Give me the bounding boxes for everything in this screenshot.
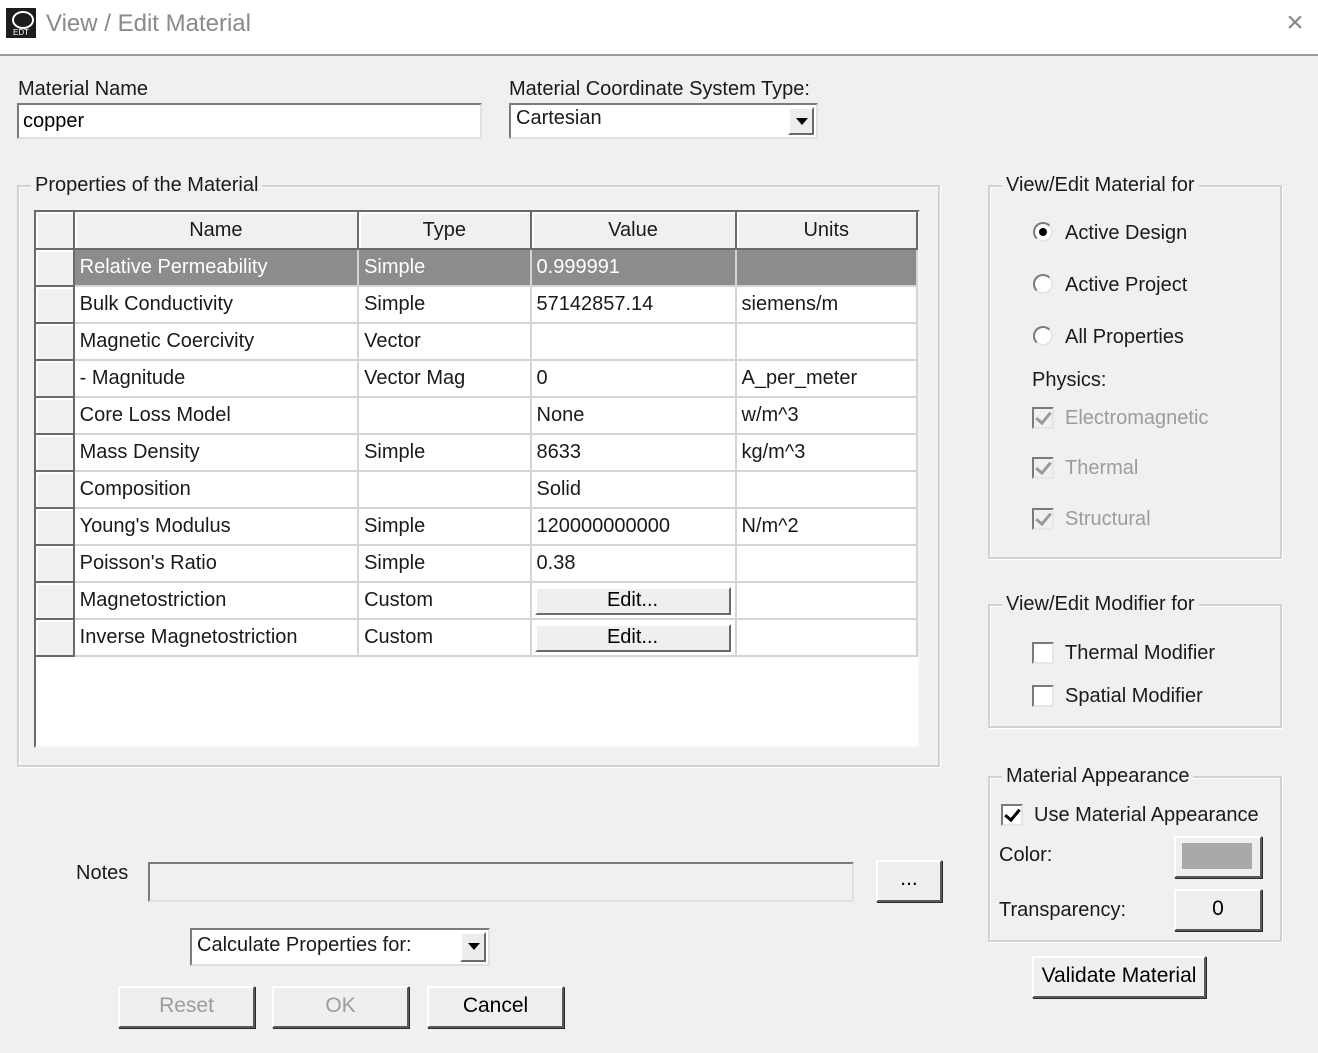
column-header-name[interactable]: Name — [74, 212, 358, 249]
table-row[interactable] — [36, 619, 917, 656]
electromagnetic-checkbox — [1032, 407, 1054, 429]
coordinate-system-value: Cartesian — [516, 107, 602, 129]
structural-label: Structural — [1065, 508, 1151, 530]
cell-type[interactable]: Simple — [358, 286, 530, 323]
cell-type[interactable] — [358, 471, 530, 508]
close-icon[interactable]: × — [1286, 6, 1304, 39]
app-edit-icon: EDT — [6, 8, 36, 38]
table-row[interactable] — [36, 286, 917, 323]
notes-label: Notes — [76, 862, 129, 884]
validate-material-button[interactable]: Validate Material — [1032, 956, 1206, 998]
reset-button[interactable]: Reset — [118, 986, 255, 1028]
cell-value[interactable]: 120000000000 — [531, 508, 736, 545]
view-edit-material-for-title: View/Edit Material for — [1002, 174, 1199, 197]
row-header[interactable] — [36, 397, 74, 434]
cell-units[interactable]: N/m^2 — [736, 508, 918, 545]
cell-type[interactable]: Simple — [358, 508, 530, 545]
table-row[interactable] — [36, 249, 917, 286]
cell-units[interactable]: w/m^3 — [736, 397, 918, 434]
table-row[interactable] — [36, 471, 917, 508]
transparency-button[interactable]: 0 — [1174, 889, 1262, 931]
cell-name[interactable]: - Magnitude — [74, 360, 358, 397]
cell-name[interactable]: Young's Modulus — [74, 508, 358, 545]
cell-units[interactable]: siemens/m — [736, 286, 918, 323]
view-edit-modifier-for-group — [988, 593, 1282, 728]
cell-name[interactable]: Magnetic Coercivity — [74, 323, 358, 360]
cell-units[interactable] — [736, 582, 918, 619]
properties-grid[interactable] — [34, 210, 920, 748]
table-row[interactable] — [36, 360, 917, 397]
cell-name[interactable]: Relative Permeability — [74, 249, 358, 286]
row-header[interactable] — [36, 582, 74, 619]
cell-type[interactable]: Custom — [358, 619, 530, 656]
color-label: Color: — [999, 844, 1053, 866]
chevron-down-icon[interactable] — [788, 107, 814, 135]
cell-name[interactable]: Magnetostriction — [74, 582, 358, 619]
spatial-modifier-checkbox[interactable] — [1032, 685, 1054, 707]
column-header-value[interactable]: Value — [531, 212, 736, 249]
all-properties-label[interactable]: All Properties — [1065, 326, 1184, 348]
physics-label: Physics: — [1032, 369, 1107, 391]
coordinate-system-label: Material Coordinate System Type: — [509, 78, 810, 100]
material-name-label: Material Name — [18, 78, 149, 100]
window-title: View / Edit Material — [46, 10, 251, 37]
cell-name[interactable]: Bulk Conductivity — [74, 286, 358, 323]
table-row[interactable] — [36, 434, 917, 471]
material-name-input[interactable] — [17, 103, 482, 139]
cell-value — [531, 619, 736, 656]
material-appearance-title: Material Appearance — [1002, 765, 1193, 788]
table-row[interactable] — [36, 545, 917, 582]
column-header-type[interactable]: Type — [358, 212, 530, 249]
all-properties-radio[interactable] — [1033, 326, 1053, 346]
row-header[interactable] — [36, 249, 74, 286]
cell-type[interactable]: Simple — [358, 545, 530, 582]
coordinate-system-select[interactable] — [509, 103, 818, 139]
edit-inverse-magnetostriction-button[interactable]: Edit... — [535, 624, 731, 652]
cell-name[interactable]: Core Loss Model — [74, 397, 358, 434]
cell-units[interactable] — [736, 545, 918, 582]
cell-type[interactable]: Simple — [358, 249, 530, 286]
color-swatch — [1182, 843, 1252, 869]
cell-name[interactable]: Poisson's Ratio — [74, 545, 358, 582]
cell-units[interactable]: A_per_meter — [736, 360, 918, 397]
cell-name[interactable]: Inverse Magnetostriction — [74, 619, 358, 656]
cell-units[interactable]: kg/m^3 — [736, 434, 918, 471]
cancel-button[interactable]: Cancel — [427, 986, 564, 1028]
row-header[interactable] — [36, 545, 74, 582]
electromagnetic-label: Electromagnetic — [1065, 407, 1209, 429]
view-edit-modifier-for-title: View/Edit Modifier for — [1002, 593, 1199, 616]
cell-value — [531, 582, 736, 619]
cell-units[interactable] — [736, 471, 918, 508]
cell-value[interactable]: 8633 — [531, 434, 736, 471]
use-material-appearance-label[interactable]: Use Material Appearance — [1034, 804, 1259, 826]
row-header[interactable] — [36, 508, 74, 545]
cell-value[interactable]: None — [531, 397, 736, 434]
cell-units[interactable] — [736, 619, 918, 656]
cell-units[interactable] — [736, 323, 918, 360]
ok-button[interactable]: OK — [272, 986, 409, 1028]
calculate-properties-value: Calculate Properties for: — [197, 934, 412, 956]
notes-input[interactable] — [148, 862, 854, 902]
cell-units[interactable] — [736, 249, 918, 286]
cell-value[interactable] — [531, 323, 736, 360]
column-header-units[interactable]: Units — [736, 212, 918, 249]
active-project-radio[interactable] — [1033, 274, 1053, 294]
row-header[interactable] — [36, 471, 74, 508]
table-row[interactable] — [36, 397, 917, 434]
cell-value[interactable]: 0.999991 — [531, 249, 736, 286]
grid-corner[interactable] — [36, 212, 74, 249]
table-row[interactable] — [36, 582, 917, 619]
row-header[interactable] — [36, 286, 74, 323]
edit-magnetostriction-button[interactable]: Edit... — [535, 587, 731, 615]
transparency-label: Transparency: — [999, 899, 1127, 921]
row-header[interactable] — [36, 619, 74, 656]
active-design-radio[interactable] — [1033, 222, 1053, 242]
row-header[interactable] — [36, 434, 74, 471]
cell-value[interactable]: 0 — [531, 360, 736, 397]
cell-name[interactable]: Mass Density — [74, 434, 358, 471]
cell-type[interactable]: Custom — [358, 582, 530, 619]
table-row[interactable] — [36, 323, 917, 360]
cell-value[interactable]: 0.38 — [531, 545, 736, 582]
structural-checkbox — [1032, 508, 1054, 530]
calculate-properties-select[interactable] — [190, 928, 490, 966]
thermal-modifier-label[interactable]: Thermal Modifier — [1065, 642, 1216, 664]
cell-type[interactable]: Vector Mag — [358, 360, 530, 397]
active-design-label[interactable]: Active Design — [1065, 222, 1188, 244]
cell-type[interactable]: Vector — [358, 323, 530, 360]
thermal-checkbox — [1032, 457, 1054, 479]
row-header[interactable] — [36, 323, 74, 360]
cell-name[interactable]: Composition — [74, 471, 358, 508]
notes-browse-button[interactable]: ... — [876, 860, 942, 902]
thermal-modifier-checkbox[interactable] — [1032, 642, 1054, 664]
active-project-label[interactable]: Active Project — [1065, 274, 1188, 296]
cell-type[interactable]: Simple — [358, 434, 530, 471]
chevron-down-icon[interactable] — [460, 932, 486, 962]
cell-type[interactable] — [358, 397, 530, 434]
table-row[interactable] — [36, 508, 917, 545]
thermal-label: Thermal — [1065, 457, 1139, 479]
title-bar — [0, 0, 1318, 56]
cell-value[interactable]: 57142857.14 — [531, 286, 736, 323]
cell-value[interactable]: Solid — [531, 471, 736, 508]
row-header[interactable] — [36, 360, 74, 397]
properties-group-title: Properties of the Material — [31, 174, 262, 197]
spatial-modifier-label[interactable]: Spatial Modifier — [1065, 685, 1203, 707]
grid-header-row — [36, 212, 917, 249]
use-material-appearance-checkbox[interactable] — [1001, 804, 1023, 826]
